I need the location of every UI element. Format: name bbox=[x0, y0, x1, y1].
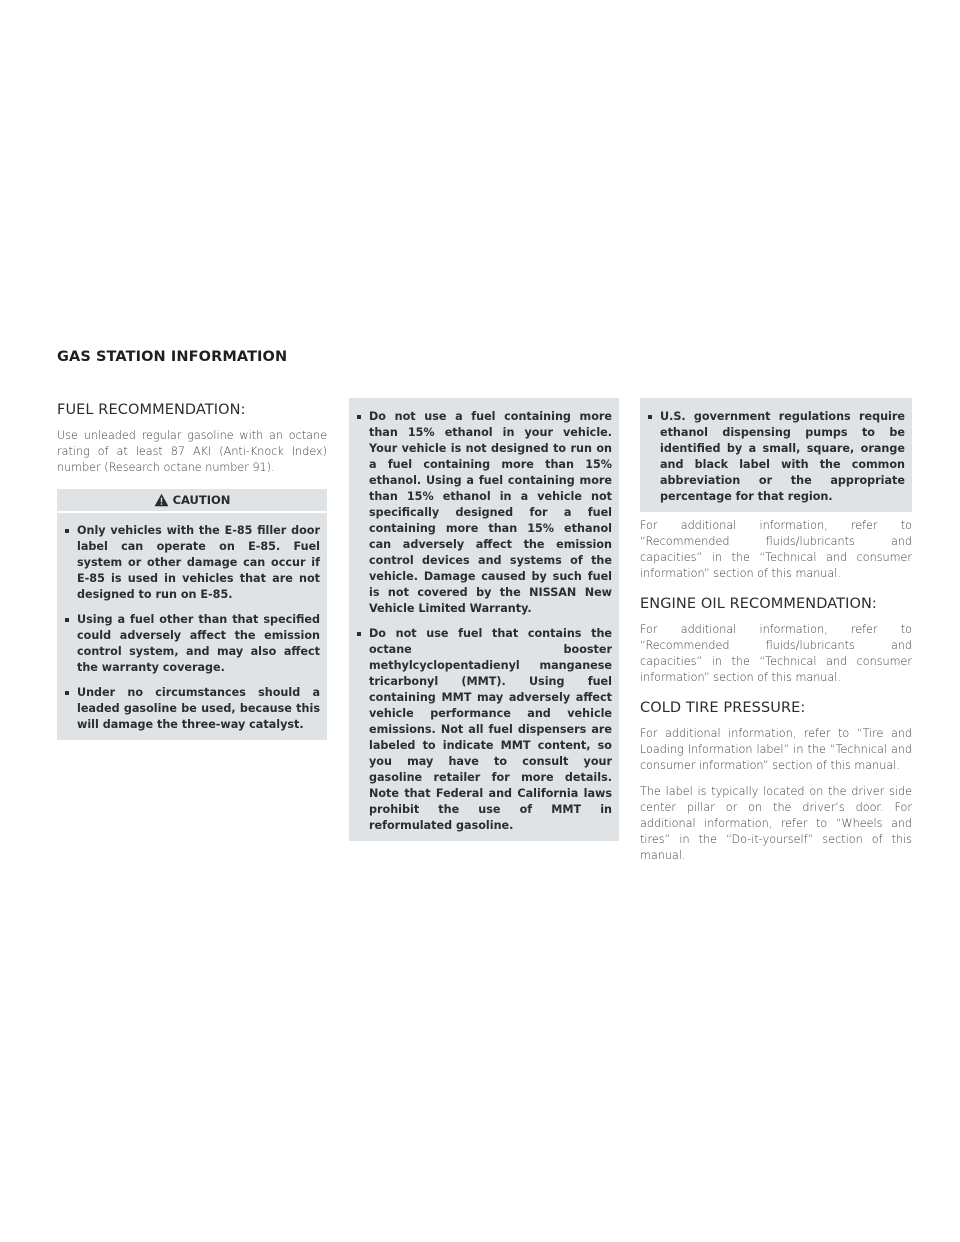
caution-list-continued bbox=[356, 409, 612, 834]
caution-list-box bbox=[57, 513, 327, 740]
caution-continued-box bbox=[349, 398, 619, 841]
caution-list bbox=[64, 523, 320, 733]
caution-item: Only vehicles with the E-85 filler door label can operate on E-85. Fuel system or other damage can occur if E-85 is used in vehicles that are not designed to run on E-85. bbox=[64, 523, 320, 603]
caution-continued-box-2 bbox=[640, 398, 912, 512]
fuel-more-info-text: For additional information, refer to “Recommended fluids/lubricants and capacities” in the “Technical and consumer information” section of this manual. bbox=[640, 519, 912, 580]
cold-tire-pressure-title: COLD TIRE PRESSURE: bbox=[640, 700, 806, 716]
fuel-intro-text: Use unleaded regular gasoline with an octane rating of at least 87 AKI (Anti-Knock Index) number (Research octane number 91). bbox=[57, 429, 327, 474]
caution-list-continued-2 bbox=[647, 409, 905, 505]
caution-item: U.S. government regulations require ethanol dispensing pumps to be identified by a small, square, orange and black label with the common abbreviation or the appropriate percentage for that region. bbox=[647, 409, 905, 505]
engine-oil-title: ENGINE OIL RECOMMENDATION: bbox=[640, 596, 877, 612]
fuel-recommendation-title: FUEL RECOMMENDATION: bbox=[57, 402, 246, 418]
caution-header bbox=[57, 489, 327, 513]
caution-box bbox=[57, 489, 327, 740]
engine-oil-text: For additional information, refer to “Recommended fluids/lubricants and capacities” in the “Technical and consumer information” section of this manual. bbox=[640, 623, 912, 684]
warning-triangle-icon bbox=[154, 493, 169, 507]
column-3 bbox=[640, 398, 912, 874]
caution-item: Do not use a fuel containing more than 15% ethanol in your vehicle. Your vehicle is not designed to run on a fuel containing more than 15% ethanol. Using a fuel containing more than 15% ethanol in a vehicle not specifically designed for a fuel containing more than 15% ethanol can adversely affect the emission control devices and systems of the vehicle. Damage caused by such fuel is not covered by the NISSAN New Vehicle Limited Warranty. bbox=[356, 409, 612, 617]
column-2 bbox=[349, 398, 619, 841]
column-1 bbox=[57, 398, 327, 740]
tire-text-2: The label is typically located on the driver side center pillar or on the driver’s door. For additional information, refer to “Wheels and tires” in the “Do-it-yourself” section of this manual. bbox=[640, 785, 912, 862]
caution-label: CAUTION bbox=[172, 493, 231, 507]
caution-item: Under no circumstances should a leaded gasoline be used, because this will damage the three-way catalyst. bbox=[64, 685, 320, 733]
page-heading: GAS STATION INFORMATION bbox=[57, 349, 288, 365]
caution-item: Do not use fuel that contains the octane booster methylcyclopentadienyl manganese tricarbonyl (MMT). Using fuel containing MMT may adversely affect vehicle performance and vehicle emissions. Not all fuel dispensers are labeled to indicate MMT content, so you may have to consult your gasoline retailer for more details. Note that Federal and California laws prohibit the use of MMT in reformulated gasoline. bbox=[356, 626, 612, 834]
caution-item: Using a fuel other than that specified could adversely affect the emission control system, and may also affect the warranty coverage. bbox=[64, 612, 320, 676]
tire-text-1: For additional information, refer to “Tire and Loading Information label” in the “Technical and consumer information” section of this manual. bbox=[640, 727, 912, 772]
